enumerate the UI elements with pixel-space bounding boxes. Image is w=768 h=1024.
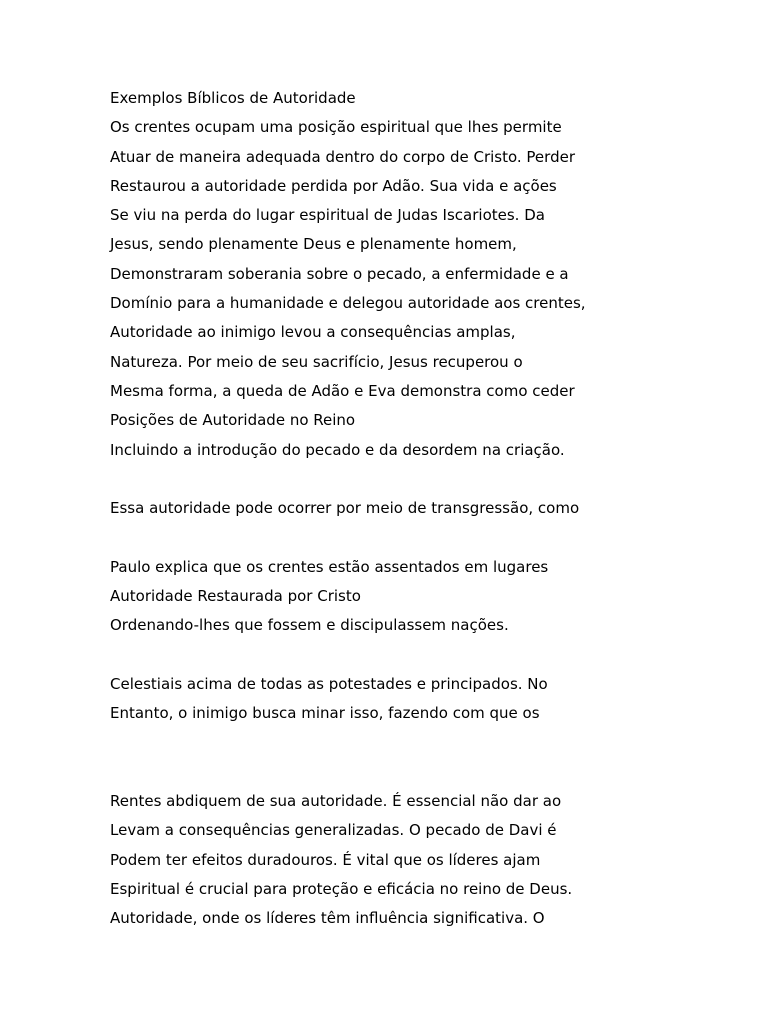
text-line: Mesma forma, a queda de Adão e Eva demonstra como ceder (110, 381, 575, 400)
text-line: Incluindo a introdução do pecado e da desordem na criação. (110, 440, 565, 459)
text-line: Domínio para a humanidade e delegou autoridade aos crentes, (110, 294, 586, 313)
text-line: Ordenando-lhes que fossem e discipulassem nações. (110, 616, 509, 635)
text-line: Paulo explica que os crentes estão assentados em lugares (110, 557, 549, 576)
text-line: Autoridade ao inimigo levou a consequências amplas, (110, 323, 516, 342)
text-line: Posições de Autoridade no Reino (110, 411, 356, 430)
text-line: Levam a consequências generalizadas. O pecado de Davi é (110, 821, 557, 840)
text-line: Exemplos Bíblicos de Autoridade (110, 89, 356, 107)
text-line: Se viu na perda do lugar espiritual de Judas Iscariotes. Da (110, 206, 545, 225)
text-line: Demonstraram soberania sobre o pecado, a enfermidade e a (110, 264, 569, 283)
blank-line (110, 523, 730, 552)
text-line: Rentes abdiquem de sua autoridade. É essencial não dar ao (110, 792, 562, 811)
text-line: Espiritual é crucial para proteção e eficácia no reino de Deus. (110, 880, 573, 899)
text-line: Celestiais acima de todas as potestades e principados. No (110, 674, 548, 693)
blank-line (110, 641, 730, 670)
text-line: Atuar de maneira adequada dentro do corpo de Cristo. Perder (110, 147, 575, 166)
blank-line (110, 758, 730, 787)
text-line: Podem ter efeitos duradouros. É vital que os líderes ajam (110, 850, 541, 869)
text-line: Restaurou a autoridade perdida por Adão. Sua vida e ações (110, 176, 557, 195)
text-line: Os crentes ocupam uma posição espiritual que lhes permite (110, 118, 562, 137)
text-line: Natureza. Por meio de seu sacrifício, Jesus recuperou o (110, 352, 523, 371)
blank-line (110, 465, 730, 494)
text-line: Jesus, sendo plenamente Deus e plenamente homem, (110, 235, 517, 254)
text-line: Autoridade Restaurada por Cristo (110, 587, 361, 606)
document-body (110, 84, 730, 934)
text-line: Entanto, o inimigo busca minar isso, fazendo com que os (110, 704, 540, 723)
text-line: Essa autoridade pode ocorrer por meio de transgressão, como (110, 499, 580, 518)
text-line: Autoridade, onde os líderes têm influência significativa. O (110, 909, 545, 928)
blank-line (110, 729, 730, 758)
